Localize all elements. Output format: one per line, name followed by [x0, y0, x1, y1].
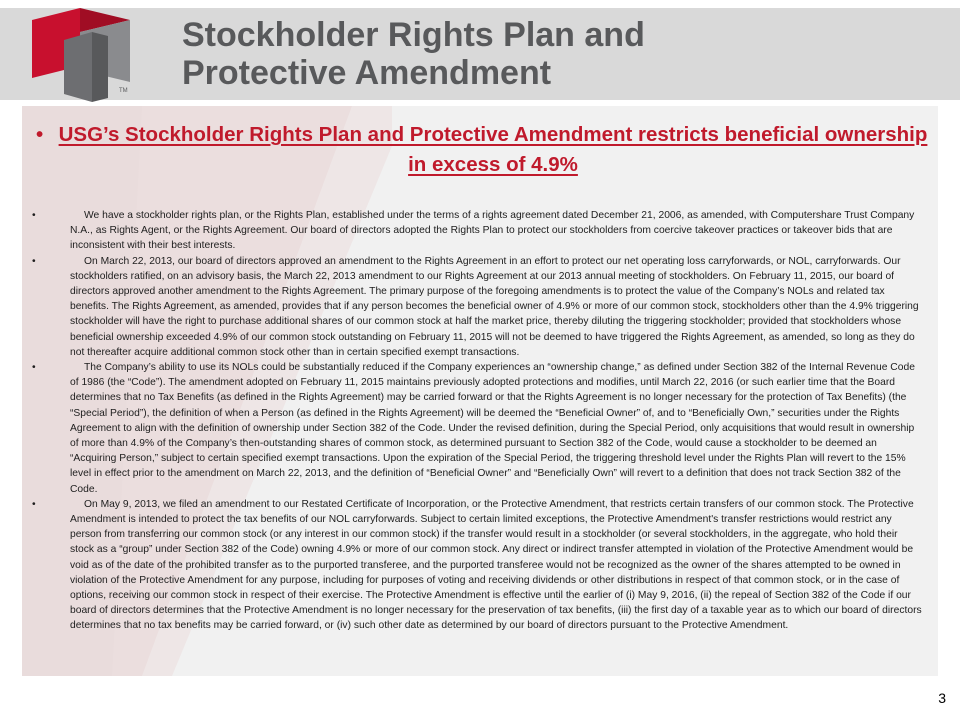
headline-text: USG’s Stockholder Rights Plan and Protective Amendment restricts beneficial ownership in excess of 4.9% [58, 123, 928, 176]
list-item [22, 254, 922, 360]
bullet: • [32, 362, 36, 374]
list-item [22, 497, 922, 634]
bullet: • [32, 255, 36, 267]
slide-title-line-2: Protective Amendment [182, 54, 552, 92]
headline [22, 120, 938, 180]
paragraph-rights-plan: We have a stockholder rights plan, or the Rights Plan, established under the terms of a rights agreement dated December 21, 2006, as amended, with Computershare Trust Company N.A., as Rights Agent, or the Rights Agreement. Our board of directors adopted the Rights Plan to protect our stockholders from coercive takeover practices or takeover bids that are inconsistent with their best interests. [70, 210, 915, 252]
paragraph-nol-ownership-change: The Company’s ability to use its NOLs could be substantially reduced if the Company experiences an “ownership change,” as defined under Section 382 of the Internal Revenue Code of 1986 (the “Code”). The amendment adopted on February 11, 2015 maintains previously adopted protections and modifies, until March 22, 2016 (or such earlier time that the Board determines that no Tax Benefits (as defined in the Rights Agreement) may be carried forward or that the Rights Agreement is no longer necessary for the protection of Tax Benefits) (the “Special Period”), the definition of when a Person (as defined in the Rights Agreement) will be deemed the “Beneficial Owner” of, and to “Beneficially Own,” securities under the Rights Agreement to align with the definition of ownership under Section 382 of the Code. Under the revised definition, during the Special Period, only acquisitions that would result in ownership of more than 4.9% of the Company’s then-outstanding shares of common stock, as determined pursuant to Section 382 of the Code, would cause a stockholder to be deemed an “Acquiring Person,” subject to certain specified exempt transactions. Upon the expiration of the Special Period, the triggering threshold level under the Rights Plan will revert to the 15% level in effect prior to the amendment on March 22, 2013, and the definition of “Beneficial Owner” and “Beneficially Own” will revert to a definition that does not track Section 382 of the Code. [70, 362, 915, 495]
list-item [22, 208, 922, 254]
slide-title-line-1: Stockholder Rights Plan and [182, 16, 645, 54]
bullet: • [32, 210, 36, 221]
list-item [22, 360, 922, 497]
headline-bullet: • [36, 123, 44, 146]
paragraph-protective-amendment: On May 9, 2013, we filed an amendment to our Restated Certificate of Incorporation, or the Protective Amendment, that restricts certain transfers of our common stock. The Protective Amendment is intended to protect the tax benefits of our NOL carryforwards. Subject to certain limited exceptions, the Protective Amendment's transfer restrictions would restrict any person from transferring our common stock (or any interest in our common stock) if the transfer would result in a stockholder (or several stockholders, in the aggregate, who hold their stock as a “group” under Section 382 of the Code) owning 4.9% or more of our common stock. Any direct or indirect transfer attempted in violation of the Protective Amendment would be void as of the date of the prohibited transfer as to the purported transferee, and the purported transferee would not be recognized as the owner of the shares attempted to be owned in violation of the Protective Amendment for any purpose, including for purposes of voting and receiving dividends or other distributions in respect of that common stock, or in the case of options, receiving our common stock in respect of their exercise. The Protective Amendment is effective until the earlier of (i) May 9, 2016, (ii) the repeal of Section 382 of the Code if our board of directors determines that the Protective Amendment is no longer necessary for the preservation of tax benefits, (iii) the first day of a taxable year as to which our board of directors determines that no tax benefits may be carried forward, or (iv) such other date as determined by our board of directors pursuant to the Protective Amendment. [70, 498, 922, 632]
content-panel [22, 106, 938, 676]
page-number: 3 [938, 690, 946, 706]
bullet: • [32, 498, 36, 510]
usg-logo-icon [28, 6, 144, 106]
trademark-label: TM [119, 88, 128, 94]
body-paragraph-list [22, 208, 922, 634]
paragraph-2013-amendment: On March 22, 2013, our board of directors approved an amendment to the Rights Agreement in an effort to protect our net operating loss carryforwards, or NOL, carryforwards. Our stockholders ratified, on an advisory basis, the March 22, 2013 amendment to our Rights Agreement at our 2013 annual meeting of stockholders. On February 11, 2015, our board of directors approved another amendment to the Rights Agreement. The primary purpose of the foregoing amendments is to protect the value of the Company’s NOLs and related tax benefits. The Rights Agreement, as amended, provides that if any person becomes the beneficial owner of 4.9% or more of our common stock, stockholders other than the 4.9% triggering stockholder will have the right to purchase additional shares of our common stock at half the market price, thereby diluting the triggering stockholder; provided that stockholders whose beneficial ownership exceeded 4.9% of our common stock outstanding on February 11, 2015 will not be deemed to have triggered the Rights Agreement, as amended, so long as they do not thereafter acquire additional common stock other than in certain specified exempt transactions. [70, 255, 919, 358]
slide-title [182, 16, 902, 92]
